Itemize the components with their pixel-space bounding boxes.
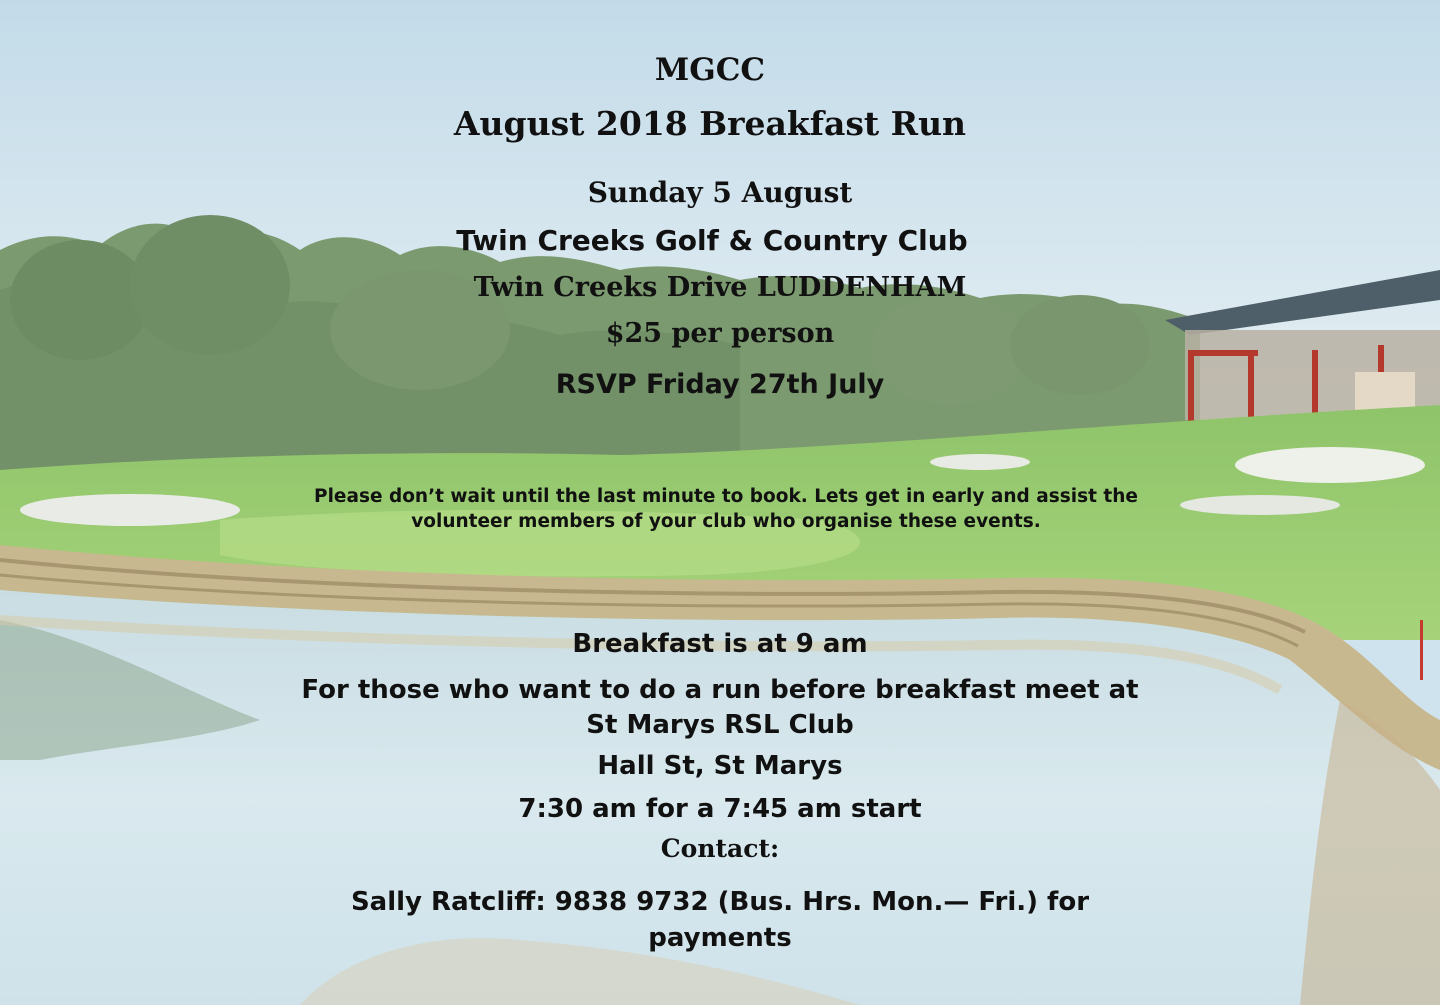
run-meeting-info bbox=[0, 673, 1440, 743]
contact-line-2: payments bbox=[648, 923, 792, 953]
event-venue: Twin Creeks Golf & Country Club bbox=[456, 224, 968, 257]
event-price: $25 per person bbox=[605, 318, 835, 349]
run-start-time: 7:30 am for a 7:45 am start bbox=[518, 794, 922, 824]
run-meeting-place: St Marys RSL Club bbox=[586, 710, 854, 740]
booking-note-line-1: Please don’t wait until the last minute to book. Lets get in early and assist the bbox=[314, 486, 1138, 507]
meeting-street: Hall St, St Marys bbox=[597, 751, 843, 781]
organization-name: MGCC bbox=[654, 52, 766, 88]
venue-address: Twin Creeks Drive LUDDENHAM bbox=[473, 272, 967, 303]
contact-label: Contact: bbox=[660, 834, 780, 863]
contact-details bbox=[0, 884, 1440, 956]
booking-note-line-2: volunteer members of your club who organise these events. bbox=[411, 511, 1041, 532]
event-date: Sunday 5 August bbox=[587, 176, 853, 209]
contact-line-1: Sally Ratcliff: 9838 9732 (Bus. Hrs. Mon.— Fri.) for bbox=[350, 887, 1090, 917]
event-title: August 2018 Breakfast Run bbox=[453, 104, 967, 143]
rsvp-deadline: RSVP Friday 27th July bbox=[555, 369, 885, 400]
breakfast-time: Breakfast is at 9 am bbox=[572, 629, 868, 659]
booking-note bbox=[6, 484, 1440, 534]
run-meeting-line-1: For those who want to do a run before breakfast meet at bbox=[301, 675, 1139, 705]
